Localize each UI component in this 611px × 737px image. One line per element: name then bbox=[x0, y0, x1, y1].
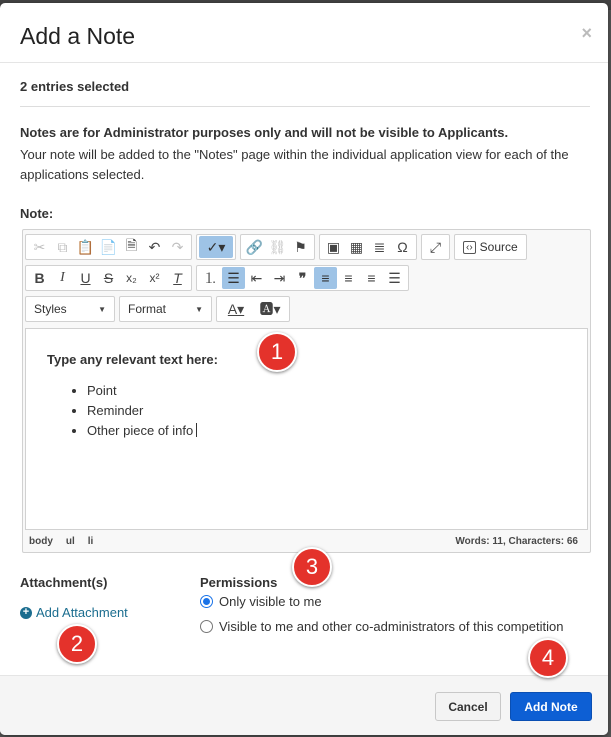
rich-text-editor bbox=[22, 229, 591, 553]
paste-word-icon[interactable]: 🗎 bbox=[125, 237, 138, 253]
outdent-icon[interactable]: ⇤ bbox=[250, 269, 263, 286]
blockquote-icon[interactable]: ❞ bbox=[298, 269, 307, 286]
source-group bbox=[454, 234, 527, 260]
list-item: • Reminder bbox=[87, 401, 197, 421]
list-item bbox=[87, 421, 197, 441]
insert-group bbox=[319, 234, 417, 260]
toolbar-row-2 bbox=[25, 265, 409, 293]
attachments-label: Attachment(s) bbox=[20, 575, 108, 590]
editor-content-area[interactable] bbox=[25, 328, 588, 530]
colors-group bbox=[216, 296, 290, 322]
element-path bbox=[29, 536, 93, 547]
add-attachment-link[interactable] bbox=[20, 605, 128, 620]
cut-icon[interactable]: ✂ bbox=[33, 238, 46, 255]
indent-icon[interactable]: ⇥ bbox=[273, 269, 286, 286]
unlink-icon[interactable]: ⛓ bbox=[268, 238, 287, 255]
anchor-icon[interactable]: ⚑ bbox=[294, 238, 307, 255]
image-icon[interactable]: ▣ bbox=[326, 238, 341, 255]
toolbar-row-3 bbox=[25, 296, 290, 324]
background-color-icon[interactable]: 🅰▾ bbox=[259, 301, 281, 317]
clipboard-group bbox=[25, 234, 192, 260]
path-item[interactable]: body bbox=[29, 536, 53, 547]
align-right-icon[interactable]: ≡ bbox=[367, 270, 376, 286]
bulleted-list-icon[interactable]: ☰ bbox=[222, 267, 245, 289]
spellcheck-icon[interactable]: ✓▾ bbox=[199, 236, 233, 258]
list-item: • Point bbox=[87, 381, 197, 401]
copy-icon[interactable]: ⧉ bbox=[57, 238, 68, 255]
paste-text-icon[interactable]: 📄 bbox=[99, 238, 118, 255]
redo-icon[interactable]: ↷ bbox=[171, 238, 184, 255]
chevron-down-icon: ▼ bbox=[195, 304, 203, 314]
italic-icon[interactable]: I bbox=[60, 270, 65, 285]
list-item-text: Other piece of info bbox=[87, 423, 194, 438]
format-label: Format bbox=[128, 302, 167, 316]
permission-option-only-me[interactable] bbox=[200, 594, 322, 609]
entries-selected-text: 2 entries selected bbox=[20, 79, 130, 94]
word-count: Words: 11, Characters: 66 bbox=[455, 536, 578, 547]
permission-option-label: Only visible to me bbox=[219, 594, 322, 609]
modal-title: Add a Note bbox=[20, 23, 136, 49]
link-icon[interactable]: 🔗 bbox=[245, 238, 264, 255]
align-left-icon[interactable]: ≡ bbox=[314, 267, 337, 289]
underline-icon[interactable]: U bbox=[80, 270, 91, 286]
special-char-icon[interactable]: Ω bbox=[397, 239, 408, 255]
source-button[interactable] bbox=[457, 240, 524, 254]
note-label: Note: bbox=[20, 206, 54, 221]
remove-format-icon[interactable]: T bbox=[173, 270, 182, 286]
step-badge: 2 bbox=[57, 624, 97, 664]
permissions-label: Permissions bbox=[200, 575, 278, 590]
close-icon[interactable]: × bbox=[581, 23, 592, 43]
numbered-list-icon[interactable]: ⒈ bbox=[203, 270, 218, 286]
modal-header bbox=[0, 3, 608, 63]
styles-dropdown[interactable] bbox=[25, 296, 115, 322]
superscript-icon[interactable]: x² bbox=[149, 271, 160, 285]
path-item[interactable]: ul bbox=[65, 536, 75, 547]
radio-unselected[interactable] bbox=[200, 620, 213, 633]
divider bbox=[20, 106, 590, 107]
editor-bullet-list bbox=[67, 381, 197, 441]
subscript-icon[interactable]: x₂ bbox=[126, 271, 137, 285]
plus-circle-icon: + bbox=[20, 607, 32, 619]
admin-notice-heading: Notes are for Administrator purposes only and will not be visible to Applicants. bbox=[20, 125, 509, 140]
horizontal-line-icon[interactable]: ≣ bbox=[373, 238, 386, 255]
step-badge: 4 bbox=[528, 638, 568, 678]
basic-styles-group bbox=[25, 265, 192, 291]
chevron-down-icon: ▼ bbox=[98, 304, 106, 314]
modal-footer bbox=[0, 675, 608, 735]
step-badge: 1 bbox=[257, 332, 297, 372]
cancel-button[interactable]: Cancel bbox=[435, 692, 501, 721]
justify-icon[interactable]: ☰ bbox=[388, 269, 401, 286]
maximize-icon[interactable]: ⤢ bbox=[429, 238, 442, 255]
path-item[interactable]: li bbox=[87, 536, 94, 547]
source-icon: ‹› bbox=[463, 241, 476, 254]
permission-option-label: Visible to me and other co-administrators of this competition bbox=[219, 619, 564, 634]
step-badge: 3 bbox=[292, 547, 332, 587]
spellcheck-group bbox=[196, 234, 236, 260]
styles-label: Styles bbox=[34, 302, 67, 316]
strikethrough-icon[interactable]: S bbox=[103, 270, 114, 286]
toolbar-row-1 bbox=[25, 234, 527, 262]
paragraph-group bbox=[196, 265, 409, 291]
text-color-icon[interactable]: A▾ bbox=[227, 300, 245, 317]
radio-selected[interactable] bbox=[200, 595, 213, 608]
editor-heading-text: Type any relevant text here: bbox=[47, 352, 218, 367]
add-attachment-label: Add Attachment bbox=[36, 605, 128, 620]
align-center-icon[interactable]: ≡ bbox=[344, 270, 353, 286]
links-group bbox=[240, 234, 315, 260]
add-note-button[interactable]: Add Note bbox=[510, 692, 592, 721]
undo-icon[interactable]: ↶ bbox=[148, 238, 161, 255]
bold-icon[interactable]: B bbox=[34, 270, 45, 286]
maximize-group bbox=[421, 234, 450, 260]
permission-option-co-admins[interactable] bbox=[200, 619, 563, 634]
admin-notice-text: Your note will be added to the "Notes" page within the individual application view for each of the applications selected. bbox=[20, 147, 569, 182]
paste-icon[interactable]: 📋 bbox=[76, 238, 95, 255]
source-label: Source bbox=[479, 240, 518, 254]
format-dropdown[interactable] bbox=[119, 296, 212, 322]
table-icon[interactable]: ▦ bbox=[349, 238, 364, 255]
add-note-modal bbox=[0, 3, 608, 735]
text-cursor bbox=[196, 423, 197, 437]
